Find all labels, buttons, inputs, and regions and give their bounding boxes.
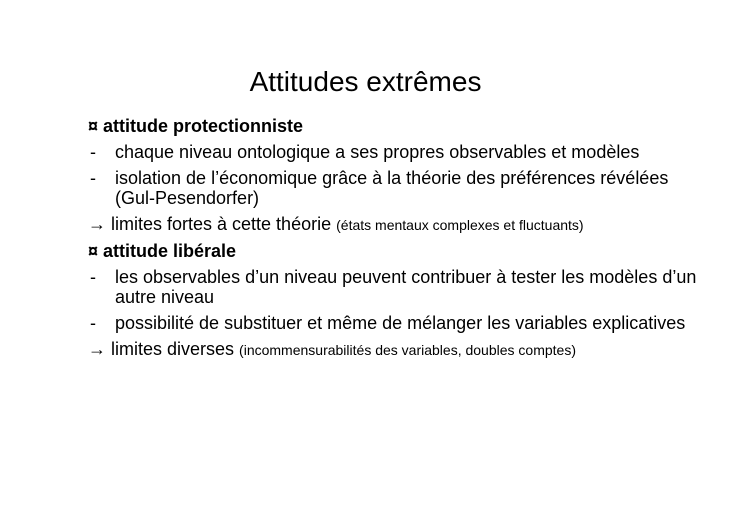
slide-content (88, 116, 698, 366)
list-item-text: chaque niveau ontologique a ses propres observables et modèles (115, 142, 640, 162)
list-item (88, 267, 698, 307)
dash-bullet: - (90, 267, 96, 287)
conclusion-liberale (88, 339, 698, 360)
conclusion-note: (incommensurabilités des variables, doubles comptes) (239, 342, 576, 358)
dash-bullet: - (90, 168, 96, 188)
list-item (88, 313, 698, 333)
conclusion-main: → limites fortes à cette théorie (88, 214, 332, 234)
conclusion-note: (états mentaux complexes et fluctuants) (336, 217, 584, 233)
list-item-text: possibilité de substituer et même de mélanger les variables explicatives (115, 313, 686, 333)
conclusion-protectionniste (88, 214, 698, 235)
conclusion-main: → limites diverses (88, 339, 235, 359)
list-item (88, 168, 698, 208)
dash-bullet: - (90, 142, 96, 162)
section-heading-protectionniste: ¤ attitude protectionniste (88, 116, 304, 136)
slide-title: Attitudes extrêmes (249, 66, 482, 97)
section-heading-liberale: ¤ attitude libérale (88, 241, 237, 261)
list-item (88, 142, 698, 162)
dash-bullet: - (90, 313, 96, 333)
list-item-text: les observables d’un niveau peuvent contribuer à tester les modèles d’un autre niveau (115, 267, 697, 307)
list-item-text: isolation de l’économique grâce à la théorie des préférences révélées (Gul-Pesendorfer) (115, 168, 669, 208)
